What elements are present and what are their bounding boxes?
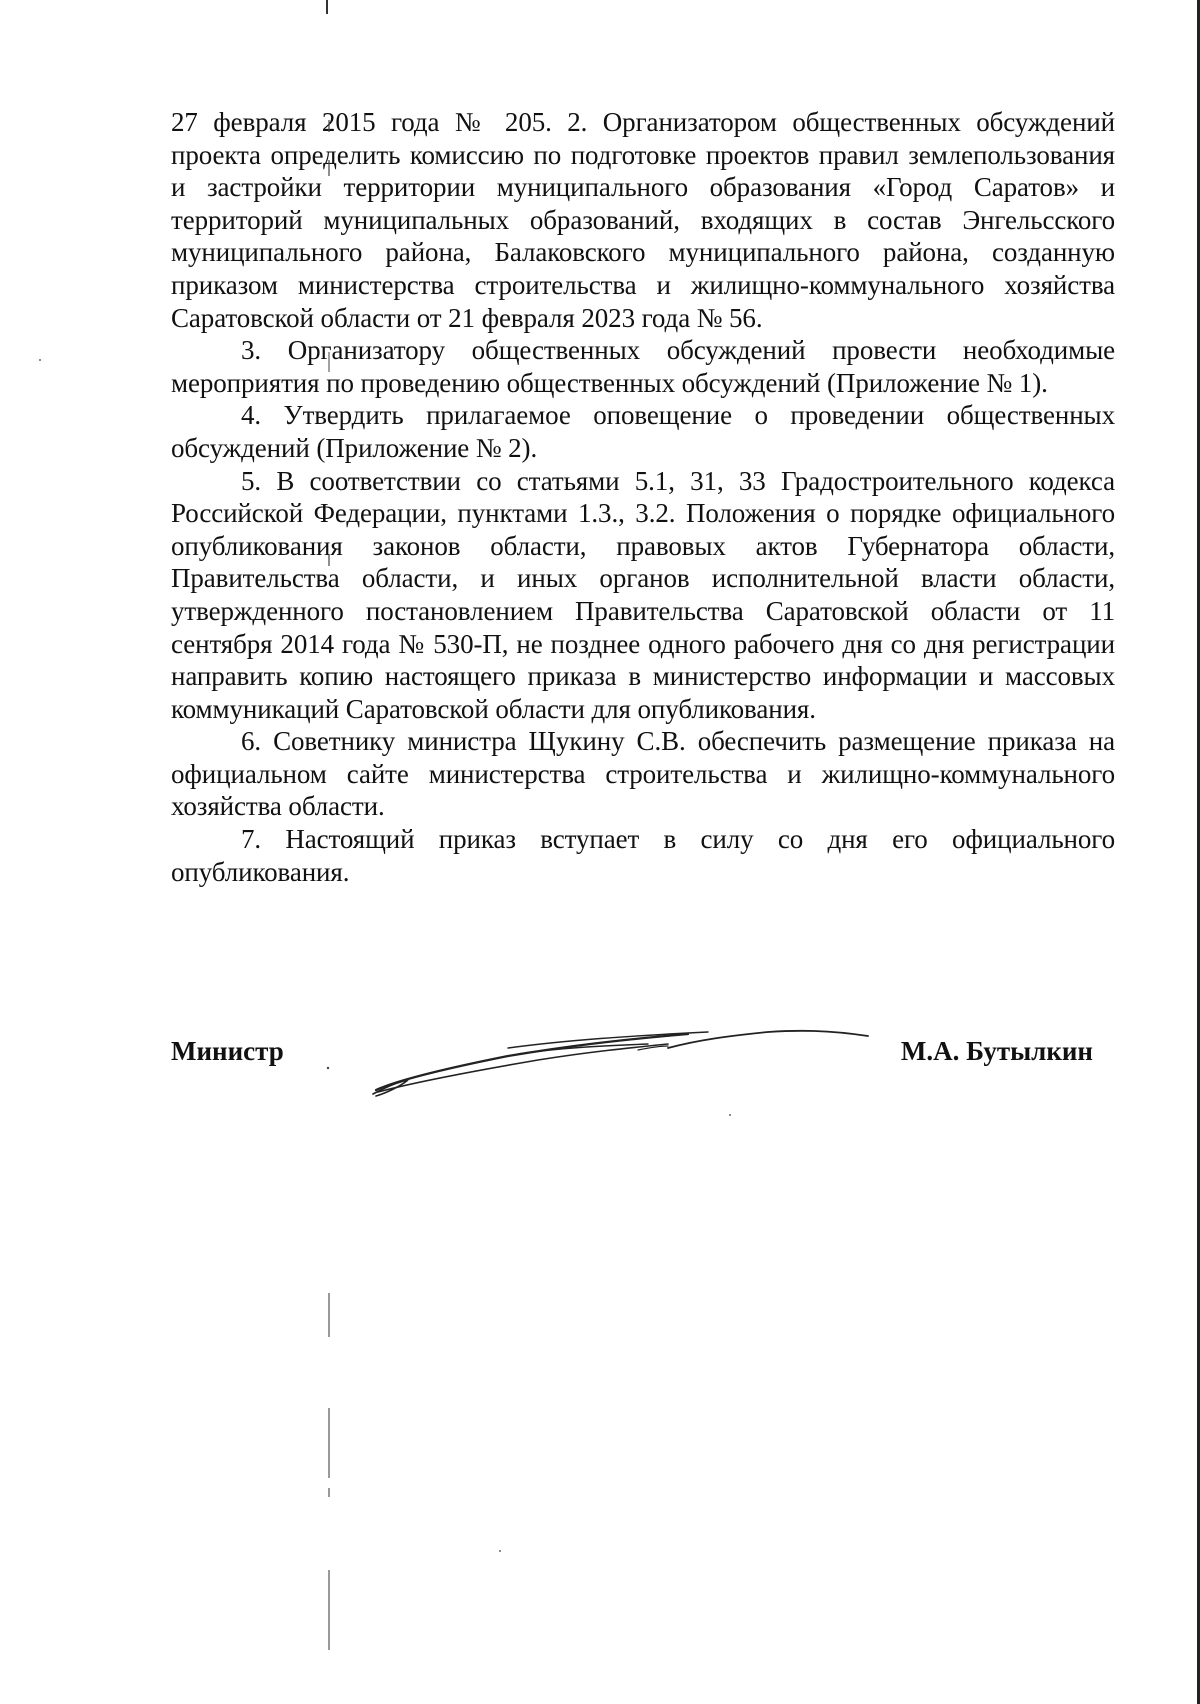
handwritten-signature — [368, 1010, 898, 1100]
paragraph-5: 5. В соответствии со статьями 5.1, 31, 33 Градостроительного кодекса Российской Федерации, пунктами 1.3., 3.2. Положения о порядке официального опубликования законов области, правовых актов Губернатора области, Правительства области, и иных органов исполнительной власти области, утвержденного постановлением Правительства Саратовской области от 11 сентября 2014 года № 530-П, не позднее одного рабочего дня со дня регистрации направить копию настоящего приказа в министерство информации и массовых коммуникаций Саратовской области для опубликования. — [171, 465, 1115, 724]
signatory-title: Министр — [171, 1036, 284, 1066]
signatory-name: М.А. Бутылкин — [900, 1036, 1093, 1066]
paragraph-6: 6. Советнику министра Щукину С.В. обеспечить размещение приказа на официальном сайте министерства строительства и жилищно-коммунального хозяйства области. — [171, 726, 1115, 822]
paragraph-4: 4. Утвердить прилагаемое оповещение о проведении общественных обсуждений (Приложение № 2). — [171, 400, 1115, 463]
paragraph-continuation: 27 февраля 2015 года № 205. 2. Организатором общественных обсуждений проекта определить комиссию по подготовке проектов правил землепользования и застройки территории муниципального образования «Город Саратов» и территорий муниципальных образований, входящих в состав Энгельсского муниципального района, Балаковского муниципального района, созданную приказом министерства строительства и жилищно-коммунального хозяйства Саратовской области от 21 февраля 2023 года № 56. — [171, 107, 1115, 333]
paragraph-3: 3. Организатору общественных обсуждений провести необходимые мероприятия по проведению общественных обсуждений (Приложение № 1). — [171, 335, 1115, 398]
paragraph-7: 7. Настоящий приказ вступает в силу со дня его официального опубликования. — [171, 824, 1115, 887]
scan-mark — [326, 0, 328, 14]
document-body — [171, 106, 1115, 888]
